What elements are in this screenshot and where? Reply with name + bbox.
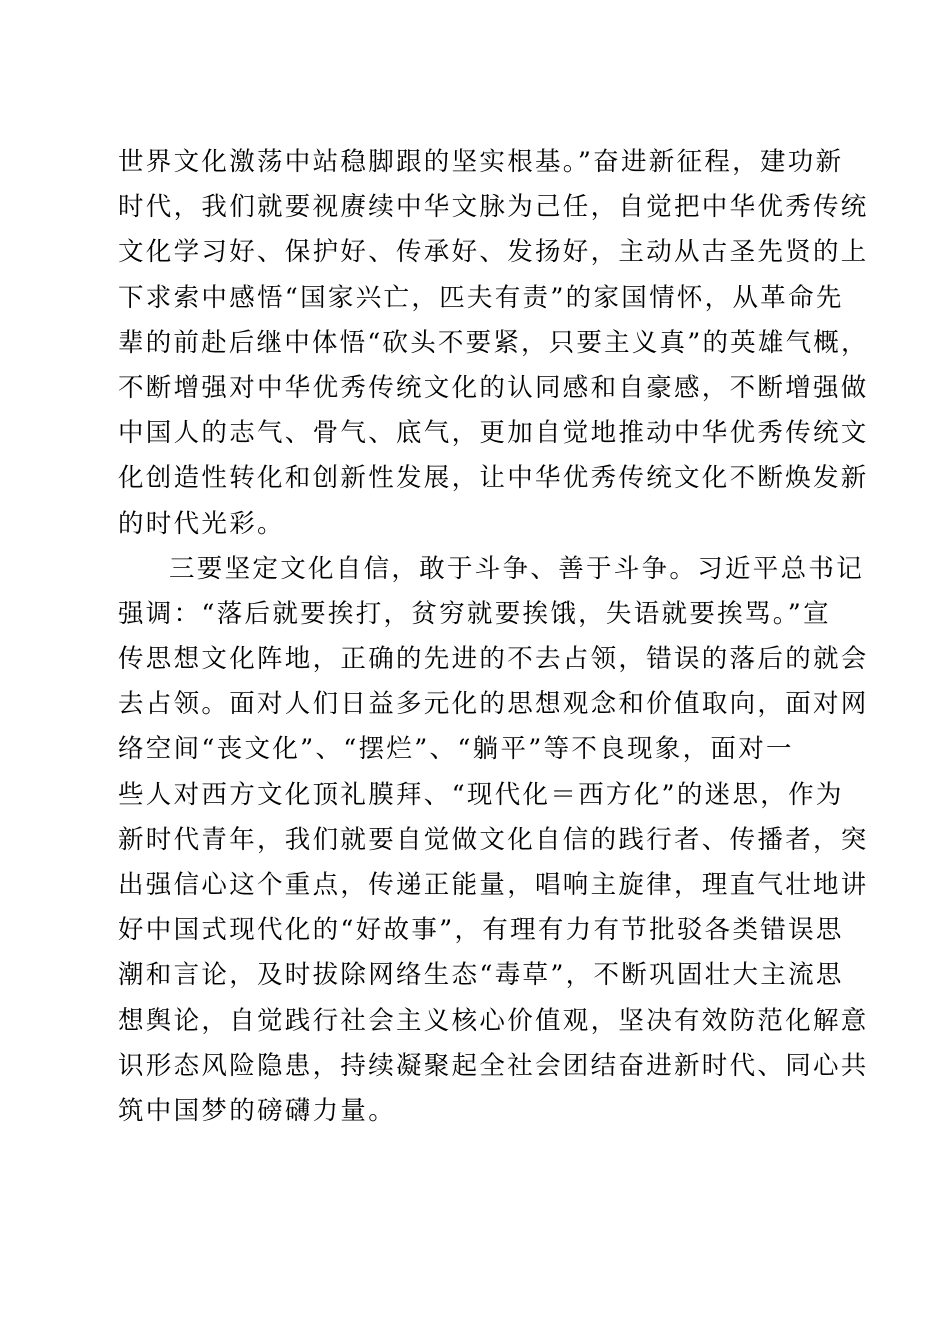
text-line: 世界文化激荡中站稳脚跟的坚实根基。”奋进新征程，建功新 xyxy=(118,147,844,177)
text-line: 中国人的志气、骨气、底气，更加自觉地推动中华优秀传统文 xyxy=(118,418,869,449)
text-line: 想舆论，自觉践行社会主义核心价值观，坚决有效防范化解意 xyxy=(118,1005,869,1036)
text-line: 时代，我们就要视赓续中华文脉为己任，自觉把中华优秀传统 xyxy=(118,192,869,223)
text-line: 下求索中感悟“国家兴亡，匹夫有责”的家国情怀，从革命先 xyxy=(118,282,844,313)
text-line: 传思想文化阵地，正确的先进的不去占领，错误的落后的就会 xyxy=(118,644,869,675)
text-line: 潮和言论，及时拔除网络生态“毒草”，不断巩固壮大主流思 xyxy=(118,960,844,991)
text-line: 的时代光彩。 xyxy=(118,508,285,539)
text-line: 强调：“落后就要挨打，贫穷就要挨饿，失语就要挨骂。”宣 xyxy=(118,598,831,629)
paragraph-three xyxy=(118,547,869,1134)
paragraph-continuation xyxy=(118,140,869,547)
text-line: 辈的前赴后继中体悟“砍头不要紧，只要主义真”的英雄气概， xyxy=(118,327,869,358)
text-line: 不断增强对中华优秀传统文化的认同感和自豪感，不断增强做 xyxy=(118,372,869,403)
text-line: 文化学习好、保护好、传承好、发扬好，主动从古圣先贤的上 xyxy=(118,237,869,268)
text-line: 新时代青年，我们就要自觉做文化自信的践行者、传播者，突 xyxy=(118,824,869,855)
body-text xyxy=(118,140,869,1134)
text-line: 筑中国梦的磅礴力量。 xyxy=(118,1095,397,1126)
text-line: 化创造性转化和创新性发展，让中华优秀传统文化不断焕发新 xyxy=(118,463,869,494)
text-line: 出强信心这个重点，传递正能量，唱响主旋律，理直气壮地讲 xyxy=(118,870,869,900)
text-line: 些人对西方文化顶礼膜拜、“现代化＝西方化”的迷思，作为 xyxy=(118,779,844,810)
text-line: 识形态风险隐患，持续凝聚起全社会团结奋进新时代、同心共 xyxy=(118,1050,869,1081)
text-line: 去占领。面对人们日益多元化的思想观念和价值取向，面对网 xyxy=(118,689,869,720)
text-line: 好中国式现代化的“好故事”，有理有力有节批驳各类错误思 xyxy=(118,915,844,946)
text-line: 络空间“丧文化”、“摆烂”、“躺平”等不良现象，面对一 xyxy=(118,734,794,765)
text-line: 三要坚定文化自信，敢于斗争、善于斗争。习近平总书记 xyxy=(169,553,865,584)
